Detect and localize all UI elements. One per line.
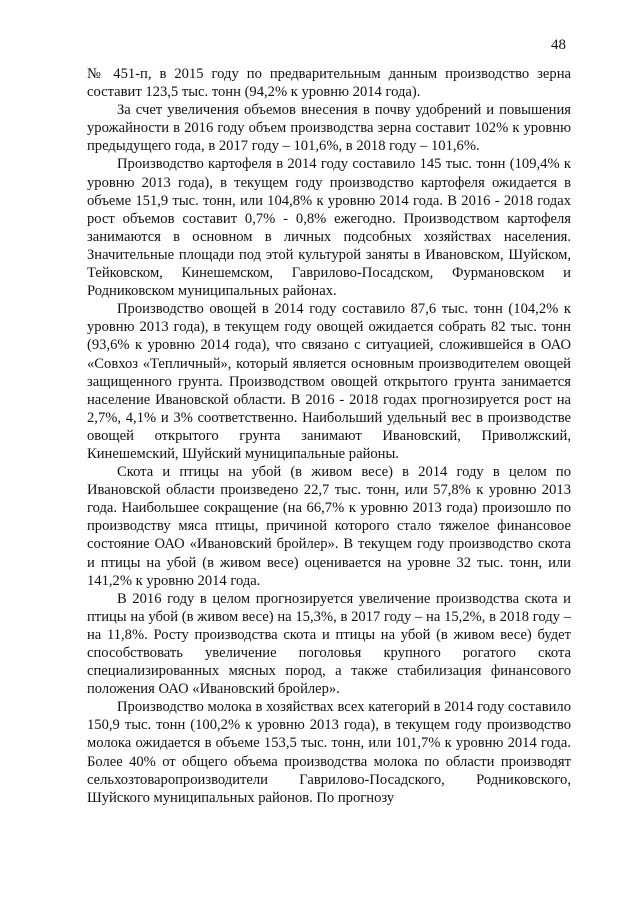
paragraph-grain-2015: № 451-п, в 2015 году по предварительным данным производство зерна составит 123,5 тыс. тонн (94,2% к уровню 2014 года). bbox=[87, 66, 571, 101]
paragraph-grain-forecast: За счет увеличения объемов внесения в почву удобрений и повышения урожайности в 2016 году объем производства зерна составит 102% к уровню предыдущего года, в 2017 году – 101,6%, в 2018 году – 101,6%. bbox=[87, 102, 571, 155]
paragraph-milk: Производство молока в хозяйствах всех категорий в 2014 году составило 150,9 тыс. тонн (100,2% к уровню 2013 года), в текущем году производство молока ожидается в объеме 153,5 тыс. тонн, или 101,7% к уровню 2014 года. Более 40% от общего объема производства молока по области производят сельхозтоваропроизводители Гаврилово-Посадского, Родниковского, Шуйского муниципальных районов. По прогнозу bbox=[87, 699, 571, 806]
paragraph-vegetables: Производство овощей в 2014 году составило 87,6 тыс. тонн (104,2% к уровню 2013 года), в текущем году овощей ожидается собрать 82 тыс. тонн (93,6% к уровню 2014 года), что связано с ситуацией, сложившейся в ОАО «Совхоз «Тепличный», который является основным производителем овощей защищенного грунта. Производством овощей открытого грунта занимается население Ивановской области. В 2016 - 2018 годах прогнозируется рост на 2,7%, 4,1% и 3% соответственно. Наибольший удельный вес в производстве овощей открытого грунта занимают Ивановский, Приволжский, Кинешемский, Шуйский муниципальные районы. bbox=[87, 301, 571, 462]
paragraph-livestock-2014: Скота и птицы на убой (в живом весе) в 2014 году в целом по Ивановской области произведено 22,7 тыс. тонн, или 57,8% к уровню 2013 года. Наибольшее сокращение (на 66,7% к уровню 2013 года) произошло по производству мяса птицы, причиной которого стало тяжелое финансовое состояние ОАО «Ивановский бройлер». В текущем году производство скота и птицы на убой (в живом весе) оценивается на уровне 32 тыс. тонн, или 141,2% к уровню 2014 года. bbox=[87, 464, 571, 589]
page-number: 48 bbox=[551, 37, 566, 53]
paragraph-potatoes: Производство картофеля в 2014 году составило 145 тыс. тонн (109,4% к уровню 2013 года), в текущем году производство картофеля ожидается в объеме 151,9 тыс. тонн, или 104,8% к уровню 2014 года. В 2016 - 2018 годах рост объемов составит 0,7% - 0,8% ежегодно. Производством картофеля занимаются в основном в личных подсобных хозяйствах населения. Значительные площади под этой культурой заняты в Ивановском, Шуйском, Тейковском, Кинешемском, Гаврилово-Посадском, Фурмановском и Родниковском муниципальных районах. bbox=[87, 156, 571, 300]
paragraph-livestock-forecast: В 2016 году в целом прогнозируется увеличение производства скота и птицы на убой (в живом весе) на 15,3%, в 2017 году – на 15,2%, в 2018 году – на 11,8%. Росту производства скота и птицы на убой (в живом весе) будет способствовать увеличение поголовья крупного рогатого скота специализированных мясных пород, а также стабилизация финансового положения ОАО «Ивановский бройлер». bbox=[87, 590, 571, 698]
document-body bbox=[87, 65, 571, 807]
